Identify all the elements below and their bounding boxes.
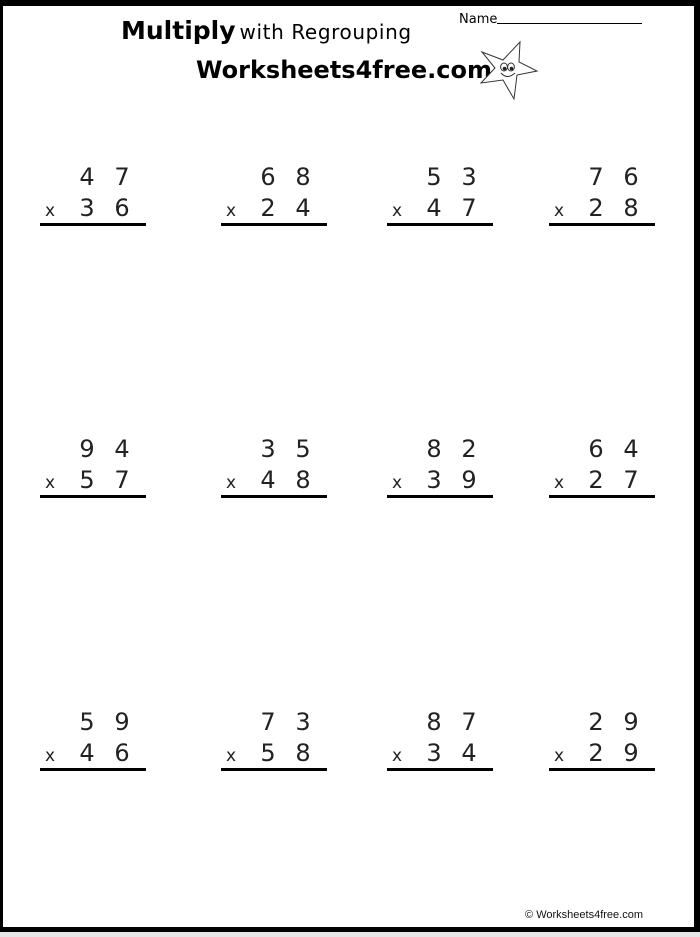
bottom-ones-digit: 6 [114,194,130,222]
title-bold: Multiply [121,16,236,45]
bottom-tens-digit: 2 [588,466,604,494]
multiplication-problem [549,707,657,777]
worksheet-title [121,16,412,45]
multiplication-problem [40,162,148,232]
top-tens-digit: 8 [426,435,442,463]
multiplication-problem [221,162,329,232]
answer-line [40,495,146,498]
bottom-ones-digit: 7 [114,466,130,494]
name-field[interactable] [459,12,642,27]
multiplication-problem [387,707,495,777]
bottom-ones-digit: 8 [295,739,311,767]
copyright-footer: © Worksheets4free.com [525,909,643,921]
bottom-tens-digit: 2 [260,194,276,222]
multiply-sign: x [225,473,237,493]
top-ones-digit: 7 [461,708,477,736]
multiplication-problem [221,434,329,504]
top-ones-digit: 4 [623,435,639,463]
answer-line [40,768,146,771]
multiply-sign: x [553,201,565,221]
top-tens-digit: 7 [260,708,276,736]
multiplication-problem [40,434,148,504]
multiply-sign: x [391,473,403,493]
bottom-tens-digit: 3 [426,739,442,767]
answer-line [387,223,493,226]
bottom-tens-digit: 4 [79,739,95,767]
bottom-ones-digit: 8 [295,466,311,494]
name-blank-line[interactable] [497,23,642,24]
bottom-tens-digit: 3 [79,194,95,222]
name-label: Name [459,12,498,27]
multiplication-problem [221,707,329,777]
bottom-ones-digit: 9 [623,739,639,767]
top-ones-digit: 4 [114,435,130,463]
multiplication-problem [549,434,657,504]
bottom-tens-digit: 2 [588,194,604,222]
multiply-sign: x [44,201,56,221]
bottom-ones-digit: 7 [461,194,477,222]
multiply-sign: x [225,201,237,221]
top-tens-digit: 4 [79,163,95,191]
top-tens-digit: 6 [588,435,604,463]
multiplication-problem [40,707,148,777]
multiply-sign: x [553,746,565,766]
answer-line [549,495,655,498]
bottom-tens-digit: 4 [426,194,442,222]
answer-line [221,495,327,498]
multiply-sign: x [44,473,56,493]
bottom-tens-digit: 5 [260,739,276,767]
bottom-ones-digit: 6 [114,739,130,767]
answer-line [549,223,655,226]
multiply-sign: x [391,746,403,766]
bottom-tens-digit: 2 [588,739,604,767]
top-ones-digit: 9 [623,708,639,736]
top-tens-digit: 5 [426,163,442,191]
multiply-sign: x [391,201,403,221]
answer-line [387,768,493,771]
top-tens-digit: 7 [588,163,604,191]
top-ones-digit: 5 [295,435,311,463]
multiplication-problem [387,434,495,504]
bottom-ones-digit: 4 [461,739,477,767]
multiply-sign: x [225,746,237,766]
answer-line [221,768,327,771]
top-tens-digit: 3 [260,435,276,463]
multiply-sign: x [44,746,56,766]
top-tens-digit: 5 [79,708,95,736]
answer-line [40,223,146,226]
multiplication-problem [387,162,495,232]
answer-line [387,495,493,498]
top-ones-digit: 3 [295,708,311,736]
bottom-tens-digit: 5 [79,466,95,494]
top-tens-digit: 6 [260,163,276,191]
bottom-ones-digit: 9 [461,466,477,494]
answer-line [221,223,327,226]
top-tens-digit: 2 [588,708,604,736]
bottom-ones-digit: 7 [623,466,639,494]
site-name: Worksheets4free.com [196,56,492,84]
multiply-sign: x [553,473,565,493]
multiplication-problem [549,162,657,232]
bottom-tens-digit: 3 [426,466,442,494]
answer-line [549,768,655,771]
bottom-tens-digit: 4 [260,466,276,494]
bottom-ones-digit: 4 [295,194,311,222]
top-tens-digit: 9 [79,435,95,463]
title-regular: with Regrouping [239,20,412,44]
top-ones-digit: 8 [295,163,311,191]
top-ones-digit: 2 [461,435,477,463]
top-tens-digit: 8 [426,708,442,736]
top-ones-digit: 6 [623,163,639,191]
top-ones-digit: 9 [114,708,130,736]
bottom-ones-digit: 8 [623,194,639,222]
top-ones-digit: 3 [461,163,477,191]
smiling-star-icon [476,40,540,102]
top-ones-digit: 7 [114,163,130,191]
